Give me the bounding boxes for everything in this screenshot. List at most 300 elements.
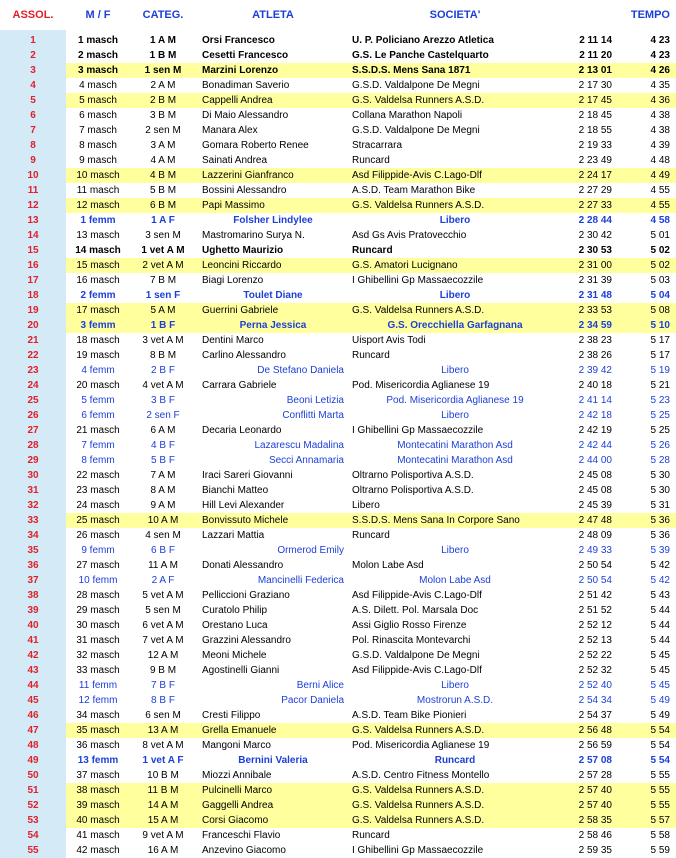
gender-rank-cell: 10 femm: [78, 575, 118, 586]
position-cell: 23: [0, 363, 66, 378]
time-cell: 2 38 26: [578, 350, 612, 361]
position-cell: 17: [0, 273, 66, 288]
time-cell: 2 19 33: [578, 140, 612, 151]
athlete-name-cell: Carlino Alessandro: [202, 350, 286, 361]
position-cell: 12: [0, 198, 66, 213]
time-cell: 2 56 48: [560, 723, 616, 738]
category-cell: 9 A M: [150, 500, 176, 511]
athlete-name-cell: Mastromarino Surya N.: [202, 230, 305, 241]
position-cell: 37: [0, 573, 66, 588]
category-cell: 2 sen F: [146, 410, 180, 421]
athlete-name-cell: Sainati Andrea: [202, 155, 268, 166]
time-cell: 2 23 49: [578, 155, 612, 166]
position-cell: 46: [0, 708, 66, 723]
time-cell: 2 27 33: [560, 198, 616, 213]
category-cell: 12 A M: [147, 650, 179, 661]
position-cell: 40: [0, 618, 66, 633]
gender-rank-cell: 1 masch: [77, 35, 119, 46]
category-cell: 6 sen M: [145, 710, 181, 721]
gender-rank-cell: 21 masch: [76, 425, 120, 436]
result-row: [0, 63, 676, 78]
pace-cell: 4 26: [616, 63, 676, 78]
pace-cell: 5 55: [616, 798, 676, 813]
category-cell: 1 B M: [149, 50, 177, 61]
time-cell: 2 45 08: [578, 470, 612, 481]
time-cell: 2 57 08: [578, 755, 612, 766]
club-cell: Asd Filippide-Avis C.Lago-Dlf: [352, 590, 482, 601]
time-cell: 2 57 40: [560, 783, 616, 798]
time-cell: 2 58 46: [578, 830, 612, 841]
category-cell: 2 A M: [150, 80, 176, 91]
position-cell: 42: [0, 648, 66, 663]
pace-cell: 5 17: [650, 335, 670, 346]
pace-cell: 5 21: [650, 380, 670, 391]
gender-rank-cell: 37 masch: [76, 770, 120, 781]
position-cell: 2: [0, 48, 66, 63]
time-cell: 2 30 42: [578, 230, 612, 241]
result-row: [0, 678, 676, 693]
athlete-name-cell: Mangoni Marco: [202, 740, 271, 751]
position-cell: 50: [0, 768, 66, 783]
time-cell: 2 58 35: [560, 813, 616, 828]
result-row: [0, 258, 676, 273]
athlete-name-cell: Mancinelli Federica: [257, 575, 344, 586]
pace-cell: 5 08: [616, 303, 676, 318]
time-cell: 2 52 40: [578, 680, 612, 691]
time-cell: 2 42 44: [578, 440, 612, 451]
position-cell: 24: [0, 378, 66, 393]
athlete-name-cell: Folsher Lindylee: [233, 215, 313, 226]
athlete-name-cell: Carrara Gabriele: [202, 380, 277, 391]
position-cell: 32: [0, 498, 66, 513]
time-cell: 2 59 35: [578, 845, 612, 856]
category-cell: 3 B F: [151, 395, 175, 406]
athlete-name-cell: Corsi Giacomo: [196, 813, 350, 828]
category-cell: 1 vet A M: [141, 245, 185, 256]
header-categ: CATEG.: [142, 8, 184, 21]
time-cell: 2 57 28: [578, 770, 612, 781]
gender-rank-cell: 41 masch: [76, 830, 120, 841]
gender-rank-cell: 6 femm: [81, 410, 115, 421]
time-cell: 2 51 42: [578, 590, 612, 601]
pace-cell: 5 01: [650, 230, 670, 241]
category-cell: 5 sen M: [145, 605, 181, 616]
pace-cell: 4 55: [650, 185, 670, 196]
gender-rank-cell: 20 masch: [76, 380, 120, 391]
category-cell: 5 B F: [151, 455, 175, 466]
time-cell: 2 52 12: [578, 620, 612, 631]
time-cell: 2 17 30: [578, 80, 612, 91]
club-cell: Libero: [441, 365, 469, 376]
category-cell: 2 A F: [151, 575, 175, 586]
category-cell: 2 B M: [130, 93, 196, 108]
athlete-name-cell: Cesetti Francesco: [202, 50, 289, 61]
club-cell: G.S. Valdelsa Runners A.S.D.: [350, 798, 560, 813]
gender-rank-cell: 34 masch: [76, 710, 120, 721]
pace-cell: 5 25: [650, 425, 670, 436]
pace-cell: 5 54: [650, 740, 670, 751]
header-societa: SOCIETA': [429, 8, 481, 21]
result-row: [0, 348, 676, 363]
category-cell: 6 B F: [151, 545, 175, 556]
gender-rank-cell: 12 masch: [66, 198, 130, 213]
position-cell: 26: [0, 408, 66, 423]
pace-cell: 4 58: [650, 215, 670, 226]
category-cell: 2 sen M: [145, 125, 181, 136]
position-cell: 25: [0, 393, 66, 408]
pace-cell: 5 59: [650, 845, 670, 856]
athlete-name-cell: Leoncini Riccardo: [196, 258, 350, 273]
athlete-name-cell: Curatolo Philip: [202, 605, 268, 616]
athlete-name-cell: Pacor Daniela: [281, 695, 344, 706]
club-cell: Libero: [441, 410, 469, 421]
category-cell: 4 B F: [151, 440, 175, 451]
gender-rank-cell: 15 masch: [66, 258, 130, 273]
position-cell: 29: [0, 453, 66, 468]
position-cell: 47: [0, 723, 66, 738]
pace-cell: 5 30: [650, 485, 670, 496]
club-cell: G.S. Le Panche Castelquarto: [352, 50, 489, 61]
gender-rank-cell: 12 femm: [78, 695, 118, 706]
time-cell: 2 17 45: [560, 93, 616, 108]
position-cell: 28: [0, 438, 66, 453]
athlete-name-cell: Secci Annamaria: [268, 455, 344, 466]
result-row: [0, 528, 676, 543]
position-cell: 41: [0, 633, 66, 648]
result-row: [0, 498, 676, 513]
time-cell: 2 52 22: [578, 650, 612, 661]
position-cell: 16: [0, 258, 66, 273]
club-cell: Asd Gs Avis Pratovecchio: [352, 230, 467, 241]
category-cell: 7 vet A M: [142, 635, 184, 646]
athlete-name-cell: Orsi Francesco: [202, 35, 275, 46]
gender-rank-cell: 27 masch: [76, 560, 120, 571]
club-cell: Runcard: [352, 530, 390, 541]
club-cell: Runcard: [434, 755, 476, 766]
position-cell: 43: [0, 663, 66, 678]
result-row: [0, 123, 676, 138]
pace-cell: 5 31: [650, 500, 670, 511]
result-row: [0, 573, 676, 588]
time-cell: 2 50 54: [578, 560, 612, 571]
category-cell: 4 sen M: [145, 530, 181, 541]
position-cell: 9: [0, 153, 66, 168]
position-cell: 31: [0, 483, 66, 498]
result-row: [0, 708, 676, 723]
result-row: [0, 318, 676, 333]
athlete-name-cell: Papi Massimo: [196, 198, 350, 213]
result-row: [0, 363, 676, 378]
category-cell: 11 A M: [148, 560, 178, 571]
result-row: [0, 648, 676, 663]
position-cell: 11: [0, 183, 66, 198]
club-cell: A.S.D. Team Bike Pionieri: [352, 710, 467, 721]
club-cell: Runcard: [352, 830, 390, 841]
gender-rank-cell: 5 femm: [81, 395, 115, 406]
category-cell: 14 A M: [130, 798, 196, 813]
position-cell: 38: [0, 588, 66, 603]
club-cell: Uisport Avis Todi: [352, 335, 426, 346]
category-cell: 5 B M: [149, 185, 177, 196]
club-cell: Asd Filippide-Avis C.Lago-Dlf: [350, 168, 560, 183]
pace-cell: 5 42: [650, 560, 670, 571]
position-cell: 48: [0, 738, 66, 753]
pace-cell: 4 23: [650, 50, 670, 61]
gender-rank-cell: 28 masch: [76, 590, 120, 601]
athlete-name-cell: De Stefano Daniela: [257, 365, 344, 376]
gender-rank-cell: 11 masch: [76, 185, 120, 196]
position-cell: 44: [0, 678, 66, 693]
category-cell: 1 sen F: [145, 290, 181, 301]
position-cell: 8: [0, 138, 66, 153]
result-row: [0, 168, 676, 183]
time-cell: 2 45 39: [578, 500, 612, 511]
athlete-name-cell: Gaggelli Andrea: [196, 798, 350, 813]
time-cell: 2 40 18: [578, 380, 612, 391]
gender-rank-cell: 11 femm: [78, 680, 118, 691]
category-cell: 8 B F: [151, 695, 175, 706]
pace-cell: 5 02: [616, 258, 676, 273]
result-row: [0, 453, 676, 468]
pace-cell: 5 26: [650, 440, 670, 451]
result-row: [0, 828, 676, 843]
gender-rank-cell: 42 masch: [76, 845, 120, 856]
athlete-name-cell: Bonadiman Saverio: [202, 80, 290, 91]
gender-rank-cell: 9 masch: [79, 155, 117, 166]
gender-rank-cell: 2 masch: [77, 50, 119, 61]
time-cell: 2 13 01: [560, 63, 616, 78]
club-cell: A.S.D. Team Marathon Bike: [352, 185, 476, 196]
result-row: [0, 633, 676, 648]
category-cell: 7 B F: [151, 680, 175, 691]
time-cell: 2 34 59: [560, 318, 616, 333]
club-cell: Libero: [439, 290, 471, 301]
result-row: [0, 423, 676, 438]
category-cell: 8 A M: [150, 485, 176, 496]
result-row: [0, 798, 676, 813]
category-cell: 2 vet A M: [130, 258, 196, 273]
club-cell: S.S.D.S. Mens Sana In Corpore Sano: [350, 513, 560, 528]
category-cell: 1 sen M: [130, 63, 196, 78]
result-row: [0, 558, 676, 573]
club-cell: Pod. Misericordia Aglianese 19: [352, 740, 490, 751]
club-cell: I Ghibellini Gp Massaecozzile: [352, 425, 484, 436]
result-row: [0, 138, 676, 153]
result-row: [0, 483, 676, 498]
position-cell: 1: [0, 33, 66, 48]
gender-rank-cell: 16 masch: [76, 275, 120, 286]
pace-cell: 5 36: [616, 513, 676, 528]
category-cell: 13 A M: [130, 723, 196, 738]
position-cell: 54: [0, 828, 66, 843]
pace-cell: 4 35: [650, 80, 670, 91]
result-row: [0, 183, 676, 198]
athlete-name-cell: Dentini Marco: [202, 335, 264, 346]
time-cell: 2 11 20: [579, 50, 612, 61]
club-cell: G.S.D. Valdalpone De Megni: [352, 80, 480, 91]
pace-cell: 5 55: [616, 783, 676, 798]
athlete-name-cell: Conflitti Marta: [282, 410, 344, 421]
category-cell: 6 vet A M: [142, 620, 184, 631]
category-cell: 1 B F: [130, 318, 196, 333]
athlete-name-cell: Biagi Lorenzo: [202, 275, 264, 286]
club-cell: G.S. Valdelsa Runners A.S.D.: [350, 303, 560, 318]
position-cell: 7: [0, 123, 66, 138]
athlete-name-cell: Iraci Sareri Giovanni: [202, 470, 293, 481]
gender-rank-cell: 32 masch: [76, 650, 120, 661]
time-cell: 2 50 54: [578, 575, 612, 586]
pace-cell: 5 04: [650, 290, 670, 301]
time-cell: 2 41 14: [578, 395, 612, 406]
result-row: [0, 663, 676, 678]
position-cell: 14: [0, 228, 66, 243]
gender-rank-cell: 38 masch: [66, 783, 130, 798]
club-cell: S.S.D.S. Mens Sana 1871: [350, 63, 560, 78]
result-row: [0, 813, 676, 828]
category-cell: 10 A M: [130, 513, 196, 528]
club-cell: A.S. Dilett. Pol. Marsala Doc: [352, 605, 479, 616]
athlete-name-cell: Ughetto Maurizio: [202, 245, 284, 256]
gender-rank-cell: 19 masch: [76, 350, 120, 361]
position-cell: 6: [0, 108, 66, 123]
result-row: [0, 603, 676, 618]
athlete-name-cell: Toulet Diane: [243, 290, 303, 301]
category-cell: 1 A F: [151, 215, 175, 226]
club-cell: Oltrarno Polisportiva A.S.D.: [352, 485, 474, 496]
club-cell: Libero: [439, 215, 471, 226]
category-cell: 10 B M: [147, 770, 179, 781]
pace-cell: 5 36: [650, 530, 670, 541]
athlete-name-cell: Anzevino Giacomo: [202, 845, 286, 856]
club-cell: Libero: [352, 500, 380, 511]
gender-rank-cell: 23 masch: [76, 485, 120, 496]
club-cell: Pod. Misericordia Aglianese 19: [386, 395, 524, 406]
pace-cell: 5 30: [650, 470, 670, 481]
position-cell: 13: [0, 213, 66, 228]
time-cell: 2 11 14: [579, 35, 612, 46]
athlete-name-cell: Bianchi Matteo: [202, 485, 269, 496]
gender-rank-cell: 2 femm: [80, 290, 116, 301]
athlete-name-cell: Pelliccioni Graziano: [202, 590, 290, 601]
category-cell: 3 A M: [150, 140, 176, 151]
pace-cell: 5 17: [650, 350, 670, 361]
position-cell: 36: [0, 558, 66, 573]
position-cell: 15: [0, 243, 66, 258]
header-time: [560, 0, 616, 30]
pace-cell: 5 45: [650, 650, 670, 661]
time-cell: 2 28 44: [578, 215, 612, 226]
position-cell: 51: [0, 783, 66, 798]
category-cell: 4 vet A M: [142, 380, 184, 391]
time-cell: 2 31 48: [578, 290, 612, 301]
category-cell: 2 B F: [151, 365, 175, 376]
athlete-name-cell: Lazzari Mattia: [202, 530, 265, 541]
club-cell: G.S.D. Valdalpone De Megni: [352, 125, 480, 136]
result-row: [0, 33, 676, 48]
position-cell: 34: [0, 528, 66, 543]
time-cell: 2 52 32: [578, 665, 612, 676]
category-cell: 4 B M: [130, 168, 196, 183]
club-cell: Libero: [441, 545, 469, 556]
club-cell: U. P. Policiano Arezzo Atletica: [352, 35, 494, 46]
result-row: [0, 378, 676, 393]
pace-cell: 5 55: [650, 770, 670, 781]
result-row: [0, 93, 676, 108]
result-row: [0, 333, 676, 348]
time-cell: 2 54 34: [578, 695, 612, 706]
athlete-name-cell: Franceschi Flavio: [202, 830, 281, 841]
athlete-name-cell: Grella Emanuele: [196, 723, 350, 738]
result-row: [0, 273, 676, 288]
gender-rank-cell: 3 masch: [66, 63, 130, 78]
pace-cell: 5 42: [650, 575, 670, 586]
result-row: [0, 108, 676, 123]
result-row: [0, 393, 676, 408]
gender-rank-cell: 8 femm: [81, 455, 115, 466]
gender-rank-cell: 33 masch: [76, 665, 120, 676]
category-cell: 3 B M: [149, 110, 177, 121]
position-cell: 20: [0, 318, 66, 333]
pace-cell: 4 49: [616, 168, 676, 183]
pace-cell: 4 55: [616, 198, 676, 213]
club-cell: Stracarrara: [352, 140, 403, 151]
pace-cell: 5 39: [650, 545, 670, 556]
position-cell: 45: [0, 693, 66, 708]
gender-rank-cell: 6 masch: [79, 110, 117, 121]
gender-rank-cell: 39 masch: [66, 798, 130, 813]
gender-rank-cell: 25 masch: [66, 513, 130, 528]
gender-rank-cell: 18 masch: [76, 335, 120, 346]
club-cell: Runcard: [352, 155, 390, 166]
time-cell: 2 31 00: [560, 258, 616, 273]
result-row: [0, 408, 676, 423]
club-cell: Runcard: [352, 350, 390, 361]
athlete-name-cell: Agostinelli Gianni: [202, 665, 280, 676]
header-mf: M / F: [85, 8, 111, 21]
result-row: [0, 198, 676, 213]
gender-rank-cell: 35 masch: [66, 723, 130, 738]
gender-rank-cell: 4 masch: [79, 80, 117, 91]
gender-rank-cell: 5 masch: [66, 93, 130, 108]
time-cell: 2 38 23: [578, 335, 612, 346]
time-cell: 2 31 39: [578, 275, 612, 286]
position-cell: 30: [0, 468, 66, 483]
athlete-name-cell: Bossini Alessandro: [202, 185, 287, 196]
position-cell: 27: [0, 423, 66, 438]
club-cell: G.S. Valdelsa Runners A.S.D.: [350, 198, 560, 213]
club-cell: G.S. Valdelsa Runners A.S.D.: [350, 783, 560, 798]
time-cell: 2 24 17: [560, 168, 616, 183]
club-cell: G.S. Valdelsa Runners A.S.D.: [350, 93, 560, 108]
pace-cell: 5 23: [650, 395, 670, 406]
category-cell: 9 B M: [149, 665, 177, 676]
result-row: [0, 588, 676, 603]
time-cell: 2 30 53: [578, 245, 612, 256]
gender-rank-cell: 10 masch: [66, 168, 130, 183]
athlete-name-cell: Cresti Filippo: [202, 710, 261, 721]
header-tempo: TEMPO: [630, 8, 670, 21]
header-atleta: ATLETA: [252, 8, 294, 21]
club-cell: Montecatini Marathon Asd: [397, 455, 513, 466]
category-cell: 8 B M: [149, 350, 177, 361]
gender-rank-cell: 22 masch: [76, 470, 120, 481]
athlete-name-cell: Beoni Letizia: [286, 395, 344, 406]
athlete-name-cell: Berni Alice: [296, 680, 344, 691]
gender-rank-cell: 4 femm: [81, 365, 115, 376]
time-cell: 2 39 42: [578, 365, 612, 376]
position-cell: 5: [0, 93, 66, 108]
results-body: [0, 30, 676, 858]
